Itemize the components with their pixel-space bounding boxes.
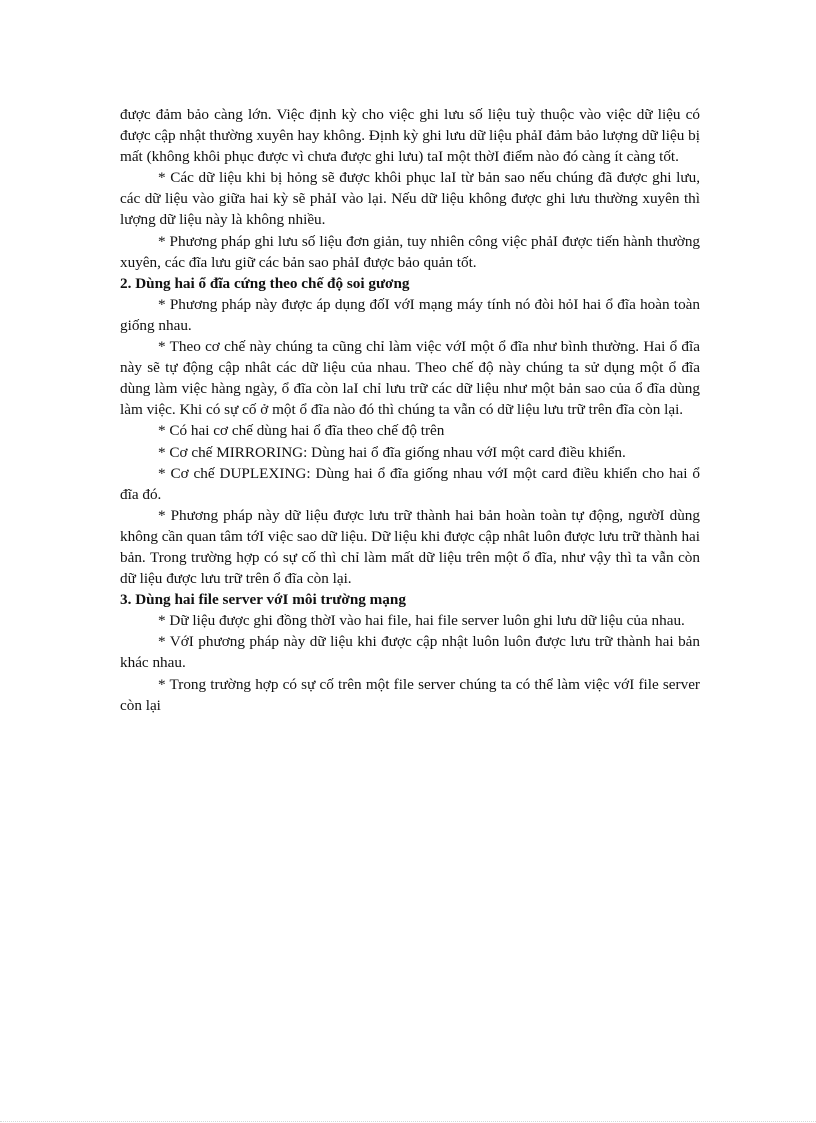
section-heading-3: 3. Dùng hai file server vớI môi trường mạng bbox=[120, 591, 406, 609]
section-heading-2: 2. Dùng hai ổ đĩa cứng theo chế độ soi gương bbox=[120, 274, 410, 292]
paragraph-11: * VớI phương pháp này dữ liệu khi được cập nhật luôn luôn được lưu trữ thành hai bản khác nhau. bbox=[120, 633, 700, 672]
paragraph-3: * Phương pháp ghi lưu số liệu đơn giản, tuy nhiên công việc phảI được tiến hành thường xuyên, các đĩa lưu giữ các bản sao phảI được bảo quản tốt. bbox=[120, 232, 700, 271]
paragraph-12: * Trong trường hợp có sự cố trên một file server chúng ta có thể làm việc vớI file server còn lại bbox=[120, 675, 700, 714]
document-body bbox=[120, 104, 700, 716]
paragraph-5: * Theo cơ chế này chúng ta cũng chỉ làm việc vớI một ổ đĩa như bình thường. Hai ổ đĩa này sẽ tự động cập nhât các dữ liệu của nhau. Theo chế độ này chúng ta sử dụng một ổ đĩa dùng làm việc hàng ngày, ổ đĩa còn laI chỉ lưu trữ các dữ liệu như một bản sao của ổ đĩa dùng làm việc. Khi có sự cố ở một ổ đĩa nào đó thì chúng ta vẫn có dữ liệu lưu trữ trên đĩa còn lại. bbox=[120, 338, 700, 419]
paragraph-8: * Cơ chế DUPLEXING: Dùng hai ổ đĩa giống nhau vớI một card điều khiển cho hai ổ đĩa đó. bbox=[120, 464, 700, 503]
paragraph-10: * Dữ liệu được ghi đồng thờI vào hai file, hai file server luôn ghi lưu dữ liệu của nhau. bbox=[158, 612, 685, 630]
paragraph-4: * Phương pháp này được áp dụng đốI vớI mạng máy tính nó đòi hỏI hai ổ đĩa hoàn toàn giống nhau. bbox=[120, 295, 700, 334]
paragraph-2: * Các dữ liệu khi bị hỏng sẽ được khôi phục laI từ bản sao nếu chúng đã được ghi lưu, các dữ liệu vào giữa hai kỳ sẽ phảI vào lại. Nếu dữ liệu không được ghi lưu thường xuyên thì lượng dữ liệu này là không nhiều. bbox=[120, 169, 700, 229]
paragraph-7: * Cơ chế MIRRORING: Dùng hai ổ đĩa giống nhau vớI một card điều khiển. bbox=[158, 443, 626, 461]
paragraph-1: được đảm bảo càng lớn. Việc định kỳ cho việc ghi lưu số liệu tuỳ thuộc vào việc dữ liệu có được cập nhật thường xuyên hay không. Định kỳ ghi lưu dữ liệu phảI đảm bảo lượng dữ liệu bị mất (không khôi phục được vì chưa được ghi lưu) taI một thờI điểm nào đó càng ít càng tốt. bbox=[120, 106, 700, 166]
paragraph-9: * Phương pháp này dữ liệu được lưu trữ thành hai bản hoàn toàn tự động, ngườI dùng không cần quan tâm tớI việc sao dữ liệu. Dữ liệu khi được cập nhât luôn được lưu trữ thành hai bản. Trong trường hợp có sự cố thì chỉ làm mất dữ liệu trên một ổ đĩa, như vậy thì ta vẫn còn dữ liệu được lưu trữ trên ổ đĩa còn lại. bbox=[120, 506, 700, 588]
paragraph-6: * Có hai cơ chế dùng hai ổ đĩa theo chế độ trên bbox=[158, 422, 445, 440]
